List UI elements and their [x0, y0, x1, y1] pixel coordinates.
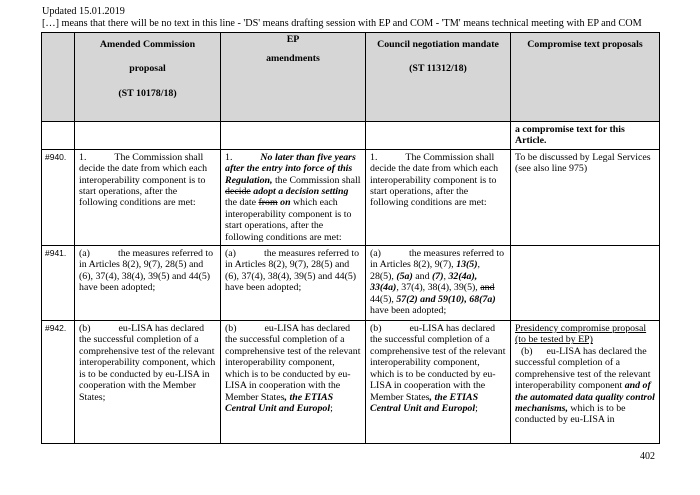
- compromise-cell: To be discussed by Legal Services (see also line 975): [511, 149, 660, 245]
- commission-cell: (b) eu-LISA has declared the successful completion of a comprehensive test of the relevant interoperability component, which is to be conducted by eu-LISA in cooperation with the Member States;: [75, 321, 221, 444]
- table-row: [42, 321, 660, 444]
- updated-date: Updated 15.01.2019: [42, 6, 125, 17]
- header-compromise: [511, 33, 660, 122]
- compromise-cell: Presidency compromise proposal (to be tested by EP) (b) eu-LISA has declared the successful completion of a comprehensive test of the relevant interoperability component and of the automated data quality control mechanisms, which is to be conducted by eu-LISA in: [511, 321, 660, 444]
- council-cell: (b) eu-LISA has declared the successful completion of a comprehensive test of the relevant interoperability component, which is to be conducted by eu-LISA in cooperation with the Member States, the ETIAS Central Unit and Europol;: [366, 321, 511, 444]
- table-row: [42, 149, 660, 245]
- header-commission-line2: proposal: [129, 63, 166, 75]
- continuation-text: a compromise text for this Article.: [511, 122, 660, 150]
- header-council-line1: Council negotiation mandate: [377, 39, 499, 50]
- ep-cell: (a) the measures referred to in Articles 8(2), 9(7), 28(5) and (6), 37(4), 38(4), 39(5) and 44(5) have been adopted;: [221, 246, 366, 321]
- compromise-title: Presidency compromise proposal (to be tested by EP): [515, 323, 647, 346]
- header-council-line2: (ST 11312/18): [409, 63, 467, 75]
- header-commission-line3: (ST 10178/18): [118, 87, 177, 99]
- header-ep-line1: EP: [286, 34, 300, 45]
- header-commission: [75, 33, 221, 122]
- page-number: 402: [640, 451, 655, 462]
- header-number-cell: [42, 33, 75, 122]
- negotiation-table: [41, 32, 660, 444]
- table-row: [42, 246, 660, 321]
- legend-note: […] means that there will be no text in this line - 'DS' means drafting session with EP and COM - 'TM' means technical meeting with EP and COM: [42, 18, 642, 29]
- row-number: #942.: [42, 321, 75, 444]
- commission-cell: 1. The Commission shall decide the date from which each interoperability component is to start operations, after the following conditions are met:: [75, 149, 221, 245]
- header-ep-line2: amendments: [266, 53, 320, 65]
- council-cell: (a) the measures referred to in Articles 8(2), 9(7), 13(5), 28(5), (5a) and (7), 32(4a), 33(4a), 37(4), 38(4), 39(5), and 44(5), 57(2) and 59(10), 68(7a) have been adopted;: [366, 246, 511, 321]
- compromise-cell: [511, 246, 660, 321]
- table-row: [42, 122, 660, 150]
- header-commission-line1: Amended Commission: [99, 39, 196, 50]
- header-ep: [221, 33, 366, 122]
- ep-cell: (b) eu-LISA has declared the successful completion of a comprehensive test of the relevant interoperability component, which is to be conducted by eu-LISA in cooperation with the Member States, the ETIAS Central Unit and Europol;: [221, 321, 366, 444]
- header-council: [366, 33, 511, 122]
- header-compromise-line1: Compromise text proposals: [527, 39, 643, 50]
- row-number: #941.: [42, 246, 75, 321]
- table-header-row: [42, 33, 660, 122]
- row-number: #940.: [42, 149, 75, 245]
- commission-cell: (a) the measures referred to in Articles 8(2), 9(7), 28(5) and (6), 37(4), 38(4), 39(5) and 44(5) have been adopted;: [75, 246, 221, 321]
- ep-cell: 1. No later than five years after the entry into force of this Regulation, the Commission shall decide adopt a decision setting the date from on which each interoperability component is to start operations, after the following conditions are met:: [221, 149, 366, 245]
- council-cell: 1. The Commission shall decide the date from which each interoperability component is to start operations, after the following conditions are met:: [366, 149, 511, 245]
